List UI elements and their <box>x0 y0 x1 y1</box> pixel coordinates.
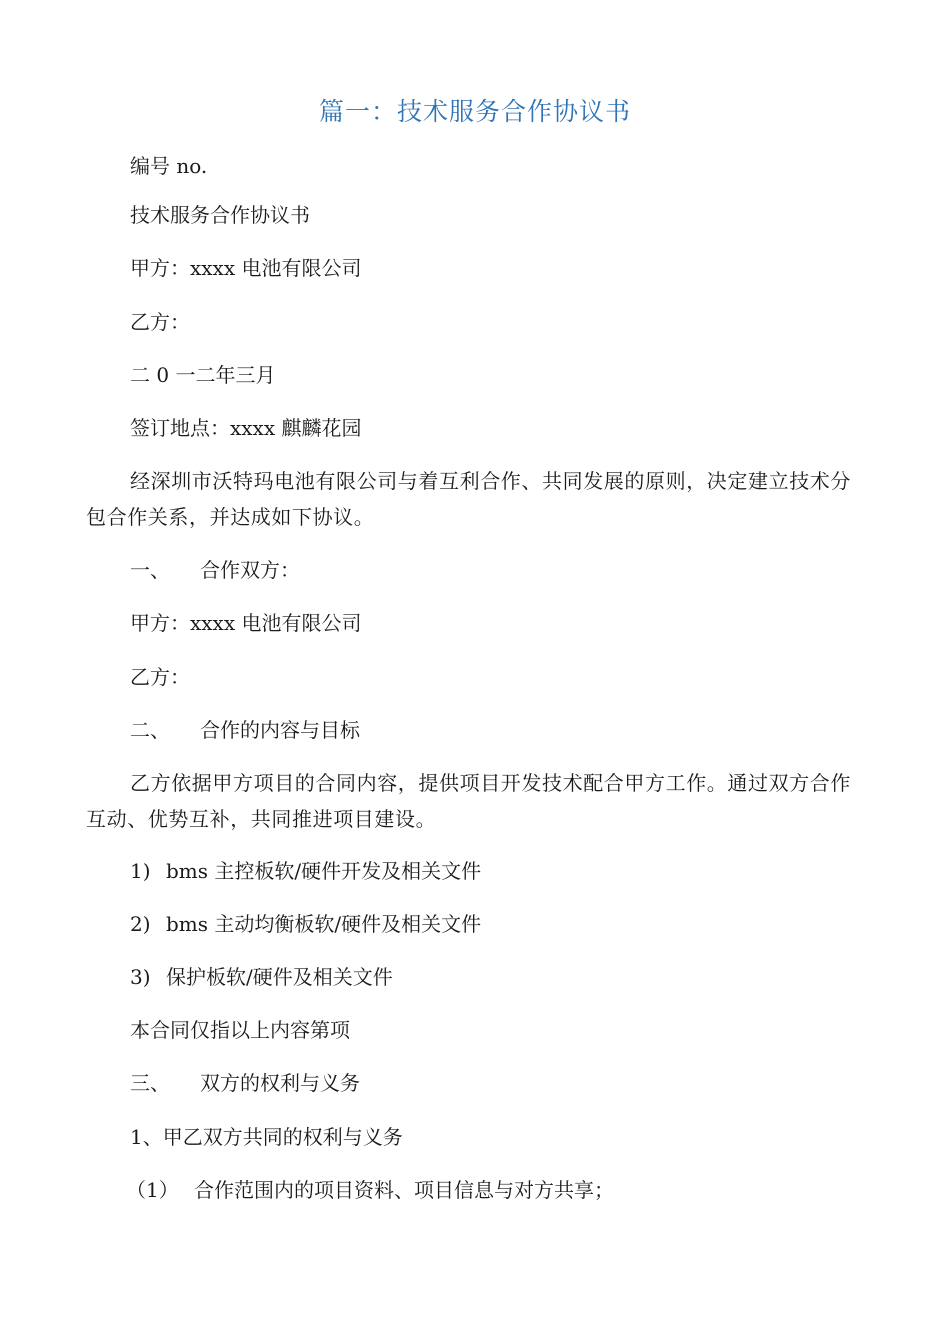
section-3-number: 三、 <box>130 1071 170 1095</box>
party-a-line: 甲方：xxxx 电池有限公司 <box>130 256 362 280</box>
clause-1-number: （1） <box>126 1178 179 1202</box>
section-1-party-a: 甲方：xxxx 电池有限公司 <box>130 611 362 635</box>
clause-1 <box>126 1176 614 1204</box>
section-3-title: 双方的权利与义务 <box>200 1071 360 1095</box>
section-2-number: 二、 <box>130 718 170 742</box>
page-title: 篇一：技术服务合作协议书 <box>318 97 631 126</box>
section-1-number: 一、 <box>130 558 170 582</box>
scope-note: 本合同仅指以上内容第项 <box>130 1018 350 1042</box>
list-item-text: bms 主动均衡板软/硬件及相关文件 <box>166 912 482 936</box>
section-1-party-b: 乙方： <box>130 665 190 689</box>
section-2-body: 乙方依据甲方项目的合同内容，提供项目开发技术配合甲方工作。通过双方合作互动、优势互补，共同推进项目建设。 <box>86 771 851 831</box>
document-title-line: 技术服务合作协议书 <box>130 203 310 227</box>
location-line: 签订地点：xxxx 麒麟花园 <box>130 416 362 440</box>
date-line: 二 0 一二年三月 <box>130 363 276 387</box>
section-1-heading <box>130 556 300 584</box>
list-item-text: 保护板软/硬件及相关文件 <box>166 965 393 989</box>
list-item <box>130 910 481 938</box>
section-3-subheading: 1、甲乙双方共同的权利与义务 <box>130 1125 403 1149</box>
section-1-title: 合作双方： <box>200 558 300 582</box>
list-item <box>130 963 393 991</box>
document-number: 编号 no. <box>130 154 208 178</box>
section-3-heading <box>130 1069 360 1097</box>
list-item-text: bms 主控板软/硬件开发及相关文件 <box>166 859 482 883</box>
list-item-number: 2) <box>130 912 151 936</box>
intro-paragraph: 经深圳市沃特玛电池有限公司与着互利合作、共同发展的原则，决定建立技术分包合作关系，并达成如下协议。 <box>86 469 851 529</box>
section-2-title: 合作的内容与目标 <box>200 718 360 742</box>
list-item-number: 1) <box>130 859 151 883</box>
list-item <box>130 857 481 885</box>
party-b-line: 乙方： <box>130 310 190 334</box>
list-item-number: 3) <box>130 965 151 989</box>
section-2-heading <box>130 716 360 744</box>
clause-1-text: 合作范围内的项目资料、项目信息与对方共享； <box>194 1178 614 1202</box>
